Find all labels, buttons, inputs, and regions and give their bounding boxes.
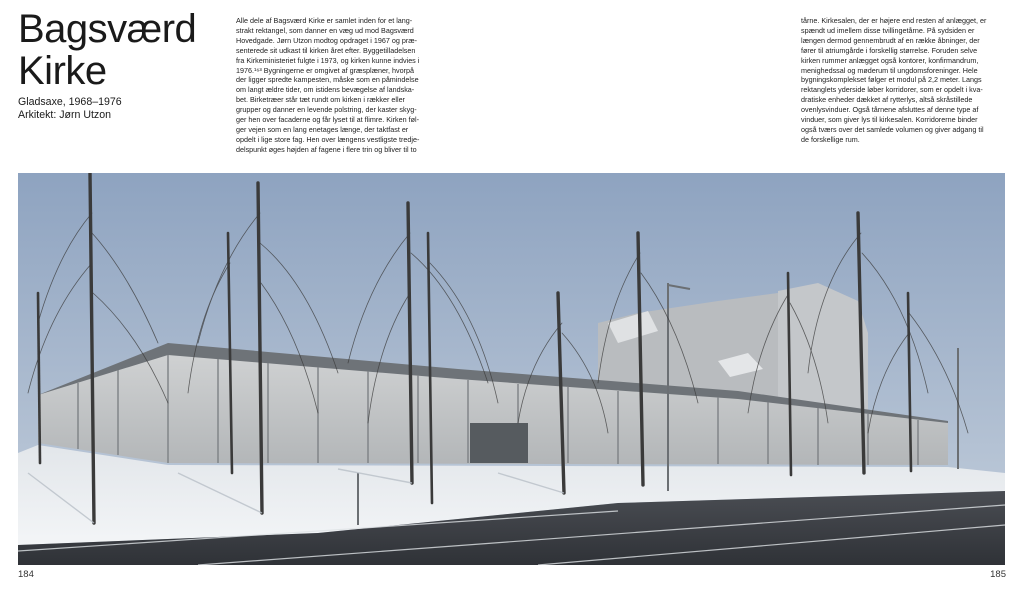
page-number-right: 185 <box>990 569 1006 580</box>
page-number-left: 184 <box>18 569 34 580</box>
body-text-column-1: Alle dele af Bagsværd Kirke er samlet inden for et lang- strakt rektangel, som danner en væg ud mod Bagsværd Hovedgade. Jørn Utzon modtog opdraget i 1967 og præ- senterede sit udkast til kirken året efter. Byggetilladelsen fra Kirkeministeriet fulgte i 1973, og kirken kunne indvies i 1976.¹⁶³ Bygningerne er omgivet af græsplæner, hvorpå der ligger spredte kampesten, måske som en påmindelse om langt ældre tider, om istidens bevægelse af landska- bet. Birketræer står tæt rundt om kirken i rækker eller grupper og danner en levende polstring, der kaster skyg- ger hen over facaderne og får lyset til at flimre. Kirken føl- ger vejen som en lang enetages længe, der taktfast er opdelt i lige store fag. Hen over længens vestligste tredje- delspunkt øges højden af fagene i flere trin og bliver til to <box>236 16 420 154</box>
title-line-1: Bagsværd <box>18 7 197 51</box>
architect: Arkitekt: Jørn Utzon <box>18 109 112 121</box>
building-meta <box>18 96 218 122</box>
body-text-column-2: tårne. Kirkesalen, der er højere end resten af anlægget, er spændt ud imellem disse tvillingetårne. På sydsiden er længen dermod gennembrudt af en række åbninger, der fører til atriumgårde i forskellig størrelse. Foruden selve kirken rummer anlægget også kontorer, konfirmandrum, menighedssal og møderum til ungdomsforeninger. Hele bygningskomplekset følger et modul på 2,2 meter. Langs rektanglets yderside løber korridorer, som er opdelt i kva- dratiske enheder dækket af rytterlys, altså skråstillede ovenlysvinduer. Også tårnene afsluttes af denne type af vinduer, som giver lys til kirkesalen. Korridorerne binder også tværs over det samlede volumen og giver adgang til de forskellige rum. <box>801 16 987 144</box>
page-title <box>18 8 218 92</box>
title-line-2: Kirke <box>18 49 107 93</box>
location-year: Gladsaxe, 1968–1976 <box>18 96 122 108</box>
church-photograph <box>18 173 1005 565</box>
